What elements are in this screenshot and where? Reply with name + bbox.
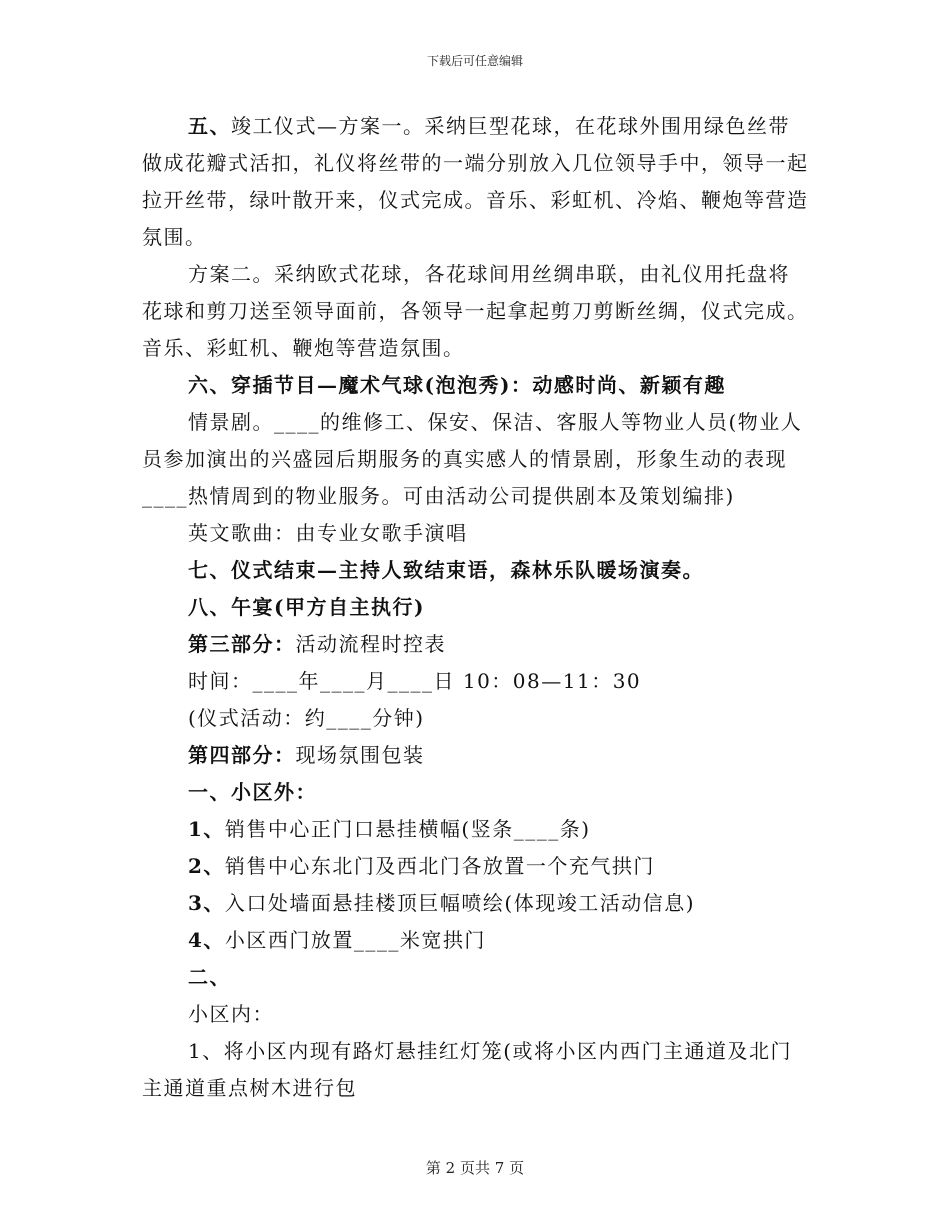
- paragraph-drama: 情景剧。____的维修工、保安、保洁、客服人等物业人员(物业人员参加演出的兴盛园后期服务的真实感人的情景剧，形象生动的表现____热情周到的物业服务。可由活动公司提供剧本及策划编排): [142, 410, 803, 508]
- subsection-inside: 小区内：: [188, 1002, 274, 1026]
- list-item: [188, 922, 486, 959]
- subsection-outside: 一、小区外：: [188, 780, 317, 804]
- item-text: 入口处墙面悬挂楼顶巨幅喷绘(体现竣工活动信息): [224, 891, 696, 915]
- subsection-two-label: 二、: [188, 965, 231, 989]
- section-heading-six: 六、穿插节目—魔术气球(泡泡秀)：动感时尚、新颖有趣: [188, 373, 726, 397]
- item-text: 小区西门放置____米宽拱门: [224, 928, 486, 952]
- part-label: 第四部分：: [188, 743, 296, 767]
- paragraph-english-song: 英文歌曲：由专业女歌手演唱: [188, 521, 468, 545]
- section-heading-seven: 七、仪式结束—主持人致结束语，森林乐队暖场演奏。: [188, 558, 704, 582]
- part-label: 第三部分：: [188, 632, 296, 656]
- item-number: 1、: [188, 817, 225, 841]
- part-four-heading: [188, 737, 425, 774]
- item-text: 销售中心正门口悬挂横幅(竖条____条): [224, 817, 591, 841]
- page-header: 下载后可任意编辑: [426, 54, 523, 68]
- part-three-heading: [188, 626, 446, 663]
- page-footer: 第 2 页共 7 页: [425, 1159, 525, 1177]
- item-number: 3、: [188, 891, 225, 915]
- list-item: [188, 885, 695, 922]
- list-item: [188, 848, 655, 885]
- time-line: 时间：____年____月____日 10：08—11：30: [188, 669, 642, 693]
- part-title: 现场氛围包装: [295, 743, 425, 767]
- list-item: [188, 811, 591, 848]
- item-text: 销售中心东北门及西北门各放置一个充气拱门: [224, 854, 655, 878]
- paragraph-ceremony-plan-one: [142, 108, 810, 256]
- duration-line: (仪式活动：约____分钟): [188, 706, 425, 730]
- paragraph-text: 竣工仪式—方案一。采纳巨型花球，在花球外围用绿色丝带做成花瓣式活扣，礼仪将丝带的一端分别放入几位领导手中，领导一起拉开丝带，绿叶散开来，仪式完成。音乐、彩虹机、冷焰、鞭炮等营造氛围。: [142, 114, 809, 249]
- part-title: 活动流程时控表: [295, 632, 446, 656]
- paragraph-lanterns: 1、将小区内现有路灯悬挂红灯笼(或将小区内西门主通道及北门主通道重点树木进行包: [142, 1039, 793, 1100]
- section-number: 五、: [188, 114, 231, 138]
- paragraph-ceremony-plan-two: 方案二。采纳欧式花球，各花球间用丝绸串联，由礼仪用托盘将花球和剪刀送至领导面前，各领导一起拿起剪刀剪断丝绸，仪式完成。音乐、彩虹机、鞭炮等营造氛围。: [142, 262, 809, 360]
- section-heading-eight: 八、午宴(甲方自主执行): [188, 595, 425, 619]
- item-number: 2、: [188, 854, 225, 878]
- item-number: 4、: [188, 928, 225, 952]
